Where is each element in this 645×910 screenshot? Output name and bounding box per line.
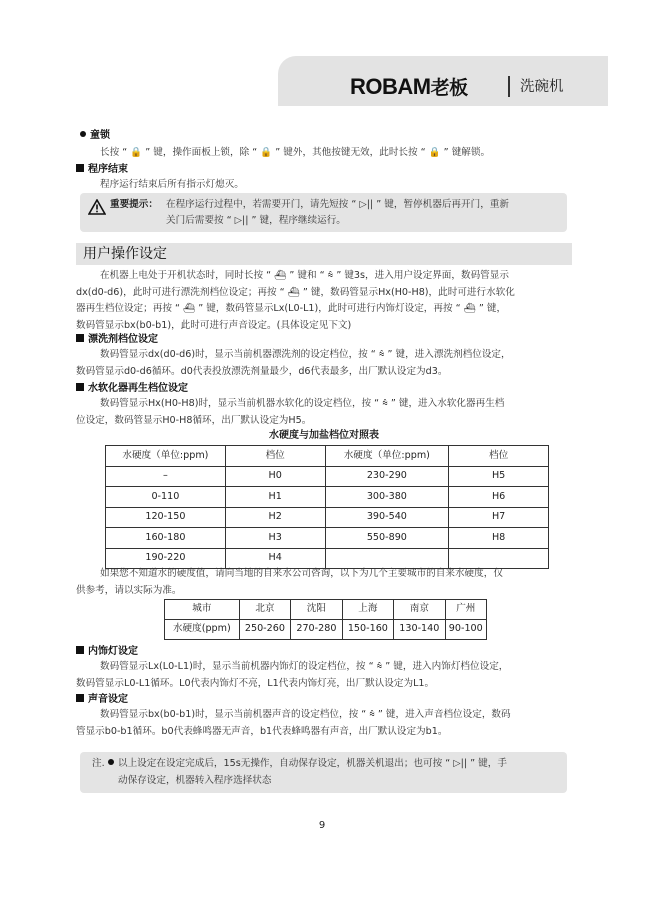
- table-cell: H7: [449, 507, 549, 528]
- sound-line: 管显示b0-b1循环。b0代表蜂鸣器无声音，b1代表蜂鸣器有声音，出厂默认设定为b1。: [76, 725, 448, 737]
- rinse-title-text: 漂洗剂档位设定: [88, 334, 158, 345]
- table-row: [165, 620, 487, 640]
- table-cell: 550-890: [325, 528, 449, 549]
- table-cell: H4: [225, 548, 325, 569]
- rinse-line: 数码管显示d0-d6循环。d0代表投放漂洗剂量最少，d6代表最多，出厂默认设定为d3。: [76, 365, 448, 377]
- note-box: [80, 752, 567, 793]
- table-row: [106, 528, 549, 549]
- table-cell: H6: [449, 487, 549, 508]
- bullet-square-icon: [76, 646, 84, 654]
- header-separator: [508, 76, 510, 97]
- sound-title: [76, 692, 128, 708]
- bullet-dot-icon: [80, 131, 86, 137]
- table-cell: 水硬度(ppm): [165, 620, 240, 640]
- table-cell: 90-100: [445, 620, 486, 640]
- table-cell: 城市: [165, 600, 240, 620]
- child-lock-line: 长按 “ 🔒 ” 键，操作面板上锁，除 “ 🔒 ” 键外，其他按键无效，此时长按 “ 🔒 ” 键解锁。: [100, 147, 491, 158]
- table-header-row: [106, 446, 549, 467]
- hardness-table: [105, 445, 549, 569]
- note-line: 动保存设定，机器转入程序选择状态: [118, 774, 272, 786]
- table-row: [165, 600, 487, 620]
- table-cell: 广州: [445, 600, 486, 620]
- table-cell: 南京: [394, 600, 445, 620]
- brand-logo: [350, 74, 468, 101]
- softener-line: 位设定，数码管显示H0-H8循环，出厂默认设定为H5。: [76, 414, 312, 426]
- user-settings-line: dx(d0-d6)，此时可进行漂洗剂档位设定；再按 “ ⛴ ” 键，数码管显示Hx(H0-H8)，此时可进行水软化: [76, 286, 515, 298]
- user-settings-line: 数码管显示bx(b0-b1)，此时可进行声音设定。(具体设定见下文): [76, 319, 352, 331]
- city-hardness-table: [164, 599, 487, 640]
- table-cell: –: [106, 466, 226, 487]
- table-cell: H0: [225, 466, 325, 487]
- table-cell: 300-380: [325, 487, 449, 508]
- table-cell: 120-150: [106, 507, 226, 528]
- softener-line: 数码管显示Hx(H0-H8)时，显示当前机器水软化的设定档位，按 “ ⩯ ” 键，进入水软化器再生档: [100, 398, 505, 409]
- table-row: [106, 507, 549, 528]
- table-cell: 270-280: [291, 620, 342, 640]
- table-cell: 160-180: [106, 528, 226, 549]
- program-end-title-text: 程序结束: [88, 164, 128, 175]
- table-cell: 130-140: [394, 620, 445, 640]
- child-lock-title-text: 童锁: [90, 130, 110, 141]
- table-row: [106, 466, 549, 487]
- important-notice-text: [166, 197, 556, 228]
- softener-paragraph: [76, 396, 572, 429]
- section-heading-user-settings: 用户操作设定: [76, 243, 572, 265]
- table-cell: 190-220: [106, 548, 226, 569]
- program-end-text: [100, 177, 570, 194]
- hardness-table-caption: 水硬度与加盐档位对照表: [269, 430, 379, 441]
- note-label: 注.: [92, 758, 105, 769]
- sound-line: 数码管显示bx(b0-b1)时，显示当前机器声音的设定档位，按 “ ⩯ ” 键，进入声音档位设定，数码: [100, 709, 511, 720]
- softener-title-text: 水软化器再生档位设定: [88, 383, 188, 394]
- rinse-line: 数码管显示dx(d0-d6)时，显示当前机器漂洗剂的设定档位，按 “ ⩯ ” 键，进入漂洗剂档位设定，: [100, 349, 511, 360]
- table-cell: 250-260: [239, 620, 290, 640]
- user-settings-paragraph: [76, 268, 572, 334]
- bullet-square-icon: [76, 164, 84, 172]
- bullet-square-icon: [76, 334, 84, 342]
- brand-name-cn: 老板: [430, 77, 468, 99]
- table-cell: 北京: [239, 600, 290, 620]
- table-cell: 上海: [342, 600, 393, 620]
- table-cell: 390-540: [325, 507, 449, 528]
- table-header-cell: 水硬度（单位:ppm): [106, 446, 226, 467]
- child-lock-text: [100, 145, 570, 162]
- interior-light-title-text: 内饰灯设定: [88, 646, 138, 657]
- interior-light-line: 数码管显示L0-L1循环。L0代表内饰灯不亮，L1代表内饰灯亮，出厂默认设定为L1。: [76, 677, 435, 689]
- bullet-dot-icon: [108, 759, 114, 765]
- important-notice-line: 在程序运行过程中，若需要开门，请先短按 “ ▷|| ” 键，暂停机器后再开门，重新: [166, 199, 509, 210]
- table-header-cell: 水硬度（单位:ppm): [325, 446, 449, 467]
- table-cell: 230-290: [325, 466, 449, 487]
- user-settings-line: 在机器上电处于开机状态时，同时长按 “ ⛴ ” 键和 “ ⩯ ” 键3s，进入用户设定界面，数码管显示: [100, 270, 509, 281]
- table-cell: H3: [225, 528, 325, 549]
- program-end-line: 程序运行结束后所有指示灯熄灭。: [100, 179, 244, 190]
- note-line: 以上设定在设定完成后，15s无操作，自动保存设定，机器关机退出；也可按 “ ▷|| ” 键，手: [108, 756, 556, 773]
- interior-light-paragraph: [76, 659, 572, 692]
- table-cell: H1: [225, 487, 325, 508]
- table-cell: H5: [449, 466, 549, 487]
- sound-title-text: 声音设定: [88, 694, 128, 705]
- child-lock-title: [80, 128, 110, 144]
- table-cell: H2: [225, 507, 325, 528]
- bullet-square-icon: [76, 383, 84, 391]
- rinse-paragraph: [76, 347, 572, 380]
- city-intro-line: 如果您不知道水的硬度值，请向当地的自来水公司咨询，以下为几个主要城市的自来水硬度，仅: [100, 568, 503, 579]
- sound-paragraph: [76, 707, 572, 740]
- table-row: [106, 487, 549, 508]
- note-text: [108, 756, 556, 789]
- table-header-cell: 档位: [449, 446, 549, 467]
- bullet-square-icon: [76, 694, 84, 702]
- table-header-cell: 档位: [225, 446, 325, 467]
- brand-name-en: ROBAM: [350, 74, 431, 99]
- table-cell: 150-160: [342, 620, 393, 640]
- important-notice-line: 关门后需要按 “ ▷|| ” 键，程序继续运行。: [166, 214, 346, 226]
- interior-light-title: [76, 644, 138, 660]
- city-intro-line: 供参考，请以实际为准。: [76, 584, 182, 596]
- page-number: 9: [318, 820, 326, 831]
- program-end-title: [76, 162, 128, 178]
- table-cell: 沈阳: [291, 600, 342, 620]
- important-notice-label: 重要提示：: [110, 199, 158, 210]
- user-settings-line: 器再生档位设定；再按 “ ⛴ ” 键，数码管显示Lx(L0-L1)，此时可进行内饰灯设定，再按 “ ⛴ ” 键，: [76, 303, 507, 314]
- warning-triangle-icon: [88, 199, 106, 215]
- softener-title: [76, 381, 188, 397]
- rinse-title: [76, 332, 158, 348]
- interior-light-line: 数码管显示Lx(L0-L1)时，显示当前机器内饰灯的设定档位，按 “ ⩯ ” 键，进入内饰灯档位设定，: [100, 661, 509, 672]
- header-product-name: 洗碗机: [520, 79, 564, 95]
- city-intro-paragraph: [76, 566, 572, 599]
- important-notice-box: [80, 193, 567, 232]
- table-cell: H8: [449, 528, 549, 549]
- table-cell: 0-110: [106, 487, 226, 508]
